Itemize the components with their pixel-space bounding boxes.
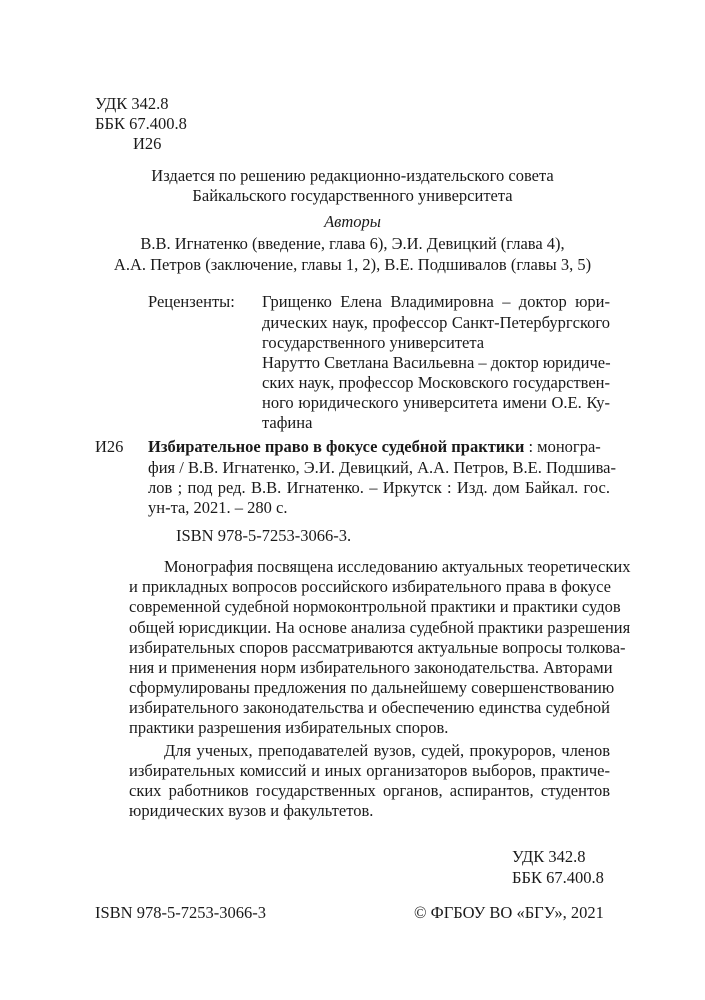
bibliographic-line: фия / В.В. Игнатенко, Э.И. Девицкий, А.А. Петров, В.Е. Подшива- [148, 458, 616, 477]
abstract-line: ских работников государственных органов, аспирантов, студентов [129, 781, 610, 800]
reviewer-line: тафина [262, 413, 313, 432]
publisher-note-line: Байкальского государственного университета [192, 186, 513, 205]
reviewer-line: Нарутто Светлана Васильевна – доктор юридиче- [262, 353, 611, 372]
isbn-line: ISBN 978-5-7253-3066-3. [176, 526, 352, 545]
reviewer-line: дических наук, профессор Санкт-Петербургского [262, 313, 610, 332]
book-title: Избирательное право в фокусе судебной практики [148, 437, 525, 456]
abstract-line: практики разрешения избирательных споров. [129, 718, 449, 737]
abstract-line: ния и применения норм избирательного законодательства. Авторами [129, 658, 613, 677]
authors-heading: Авторы [324, 212, 381, 231]
abstract-line: Для ученых, преподавателей вузов, судей, прокуроров, членов [164, 741, 610, 760]
publisher-note-line: Издается по решению редакционно-издательского совета [151, 166, 554, 185]
title-rest: : моногра- [524, 437, 601, 456]
footer-bbk-code: ББК 67.400.8 [512, 868, 604, 887]
abstract-line: избирательных споров рассматриваются актуальные вопросы толкова- [129, 638, 626, 657]
reviewer-line: ного юридического университета имени О.Е. Ку- [262, 393, 610, 412]
abstract-line: Монография посвящена исследованию актуальных теоретических [164, 557, 631, 576]
bbk-code: ББК 67.400.8 [95, 114, 187, 133]
abstract-line: сформулированы предложения по дальнейшему совершенствованию [129, 678, 615, 697]
abstract-line: и прикладных вопросов российского избирательного права в фокусе [129, 577, 611, 596]
abstract-line: юридических вузов и факультетов. [129, 801, 374, 820]
footer-isbn: ISBN 978-5-7253-3066-3 [95, 903, 266, 922]
authors-line: А.А. Петров (заключение, главы 1, 2), В.Е. Подшивалов (главы 3, 5) [113, 255, 592, 274]
udk-code: УДК 342.8 [95, 94, 169, 113]
bibliographic-line: лов ; под ред. В.В. Игнатенко. – Иркутск : Изд. дом Байкал. гос. [148, 478, 610, 497]
reviewer-line: Грищенко Елена Владимировна – доктор юри- [262, 292, 610, 311]
abstract-line: современной судебной нормоконтрольной практики и практики судов [129, 597, 621, 616]
bibliographic-title-line [148, 437, 601, 457]
footer-udk-code: УДК 342.8 [512, 847, 586, 866]
reviewer-line: ских наук, профессор Московского государствен- [262, 373, 610, 392]
reviewer-line: государственного университета [262, 333, 485, 352]
bibliographic-mark: И26 [95, 437, 124, 456]
reviewers-label: Рецензенты: [148, 292, 235, 311]
bibliographic-line: ун-та, 2021. – 280 с. [148, 498, 288, 517]
authors-line: В.В. Игнатенко (введение, глава 6), Э.И. Девицкий (глава 4), [140, 234, 565, 253]
author-mark: И26 [133, 134, 162, 153]
abstract-line: общей юрисдикции. На основе анализа судебной практики разрешения [129, 618, 631, 637]
abstract-line: избирательного законодательства и обеспечению единства судебной [129, 698, 610, 717]
abstract-line: избирательных комиссий и иных организаторов выборов, практиче- [129, 761, 610, 780]
copyright-notice: © ФГБОУ ВО «БГУ», 2021 [414, 903, 604, 922]
